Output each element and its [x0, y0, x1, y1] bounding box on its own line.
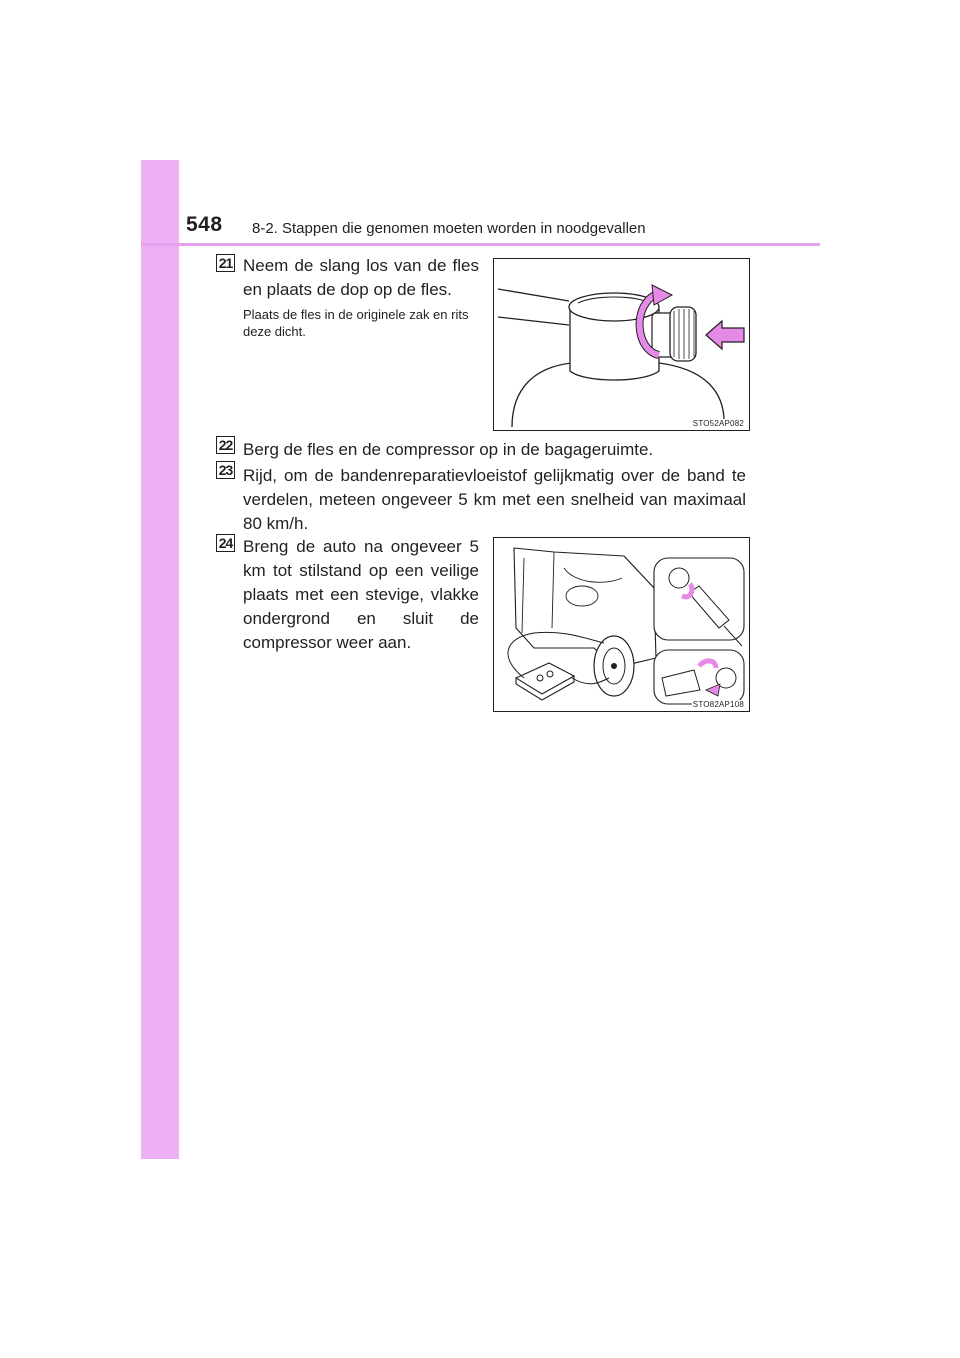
side-color-band [141, 160, 179, 1159]
step-number-21: 21 [216, 254, 235, 272]
cap-ridges [670, 307, 696, 361]
section-title: 8-2. Stappen die genomen moeten worden in noodgevallen [252, 220, 646, 237]
figure-car-compressor [493, 537, 750, 712]
figure-code: STO52AP082 [692, 419, 744, 428]
figure-code: STO82AP108 [692, 700, 744, 709]
car-compressor-illustration [494, 538, 749, 711]
header-rule [141, 243, 820, 246]
step-22-text: Berg de fles en de compressor op in de bagageruimte. [243, 440, 654, 459]
page-number: 548 [186, 213, 223, 236]
step-number-24: 24 [216, 534, 235, 552]
figure-bottle-cap [493, 258, 750, 431]
bottle-cap-illustration [494, 259, 749, 430]
step-24-text: Breng de auto na ongeveer 5 km tot stilstand op een veilige plaats met een stevige, vlakke ondergrond en sluit de compressor weer aan. [243, 537, 479, 652]
step-21-note: Plaats de fles in de originele zak en rits deze dicht. [243, 307, 469, 339]
step-21-text: Neem de slang los van de fles en plaats de dop op de fles. [243, 256, 479, 299]
step-number-22: 22 [216, 436, 235, 454]
step-number-23: 23 [216, 461, 235, 479]
push-arrow-icon [706, 321, 744, 349]
step-23-text: Rijd, om de bandenreparatievloeistof gelijkmatig over de band te verdelen, meteen ongeveer 5 km met een snelheid van maximaal 80 km/h. [243, 466, 746, 533]
